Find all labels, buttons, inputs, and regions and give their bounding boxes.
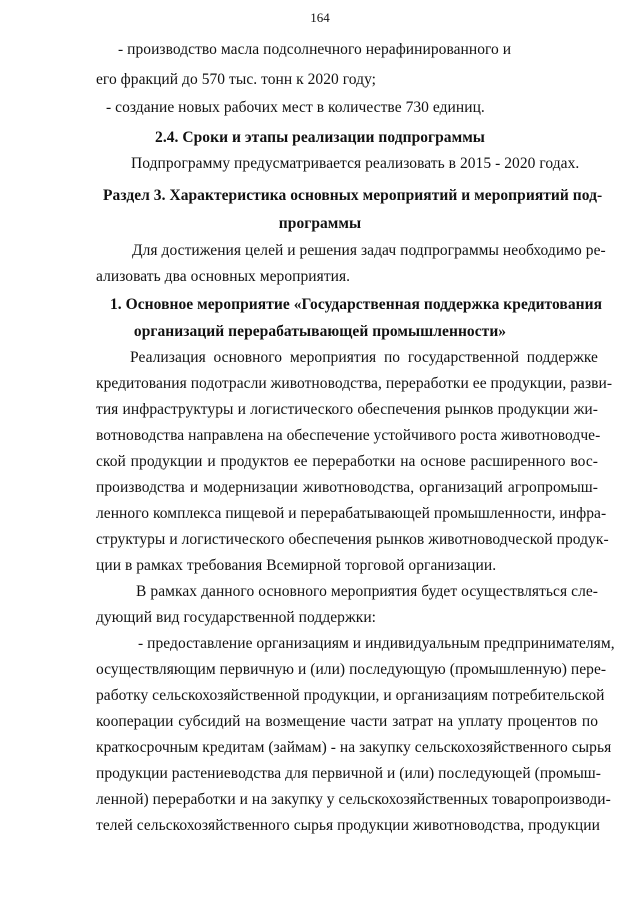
section-heading: 2.4. Сроки и этапы реализации подпрограммы — [155, 129, 485, 146]
text-line: - производство масла подсолнечного нерафинированного и — [118, 41, 512, 58]
section-heading: программы — [278, 215, 362, 232]
text-line: - предоставление организациям и индивидуальным предпринимателям, — [138, 635, 615, 652]
text-line: структуры и логистического обеспечения рынков животноводческой продук- — [96, 531, 609, 548]
text-line: осуществляющим первичную и (или) последующую (промышленную) пере- — [96, 661, 607, 678]
text-line: производства и модернизации животноводства, организаций агропромыш- — [96, 479, 598, 496]
text-line: ализовать два основных мероприятия. — [96, 268, 351, 285]
text-line: Для достижения целей и решения задач подпрограммы необходимо ре- — [132, 242, 606, 259]
text-line: его фракций до 570 тыс. тонн к 2020 году; — [96, 71, 377, 88]
text-line: кредитования подотрасли животноводства, переработки ее продукции, разви- — [96, 375, 613, 392]
text-line: ленного комплекса пищевой и перерабатывающей промышленности, инфра- — [96, 505, 607, 522]
text-line: вотноводства направлена на обеспечение устойчивого роста животноводче- — [96, 427, 601, 444]
text-line: кооперации субсидий на возмещение части затрат на уплату процентов по — [96, 713, 598, 730]
text-line: продукции растениеводства для первичной и (или) последующей (промыш- — [96, 765, 601, 782]
text-line: дующий вид государственной поддержки: — [96, 609, 377, 626]
text-line: краткосрочным кредитам (займам) - на закупку сельскохозяйственного сырья — [96, 739, 612, 756]
text-line: телей сельскохозяйственного сырья продукции животноводства, продукции — [96, 817, 600, 834]
page-number: 164 — [310, 10, 330, 25]
section-heading: 1. Основное мероприятие «Государственная поддержка кредитования — [110, 296, 603, 313]
section-heading: Раздел 3. Характеристика основных мероприятий и мероприятий под- — [103, 187, 603, 204]
text-line: ции в рамках требования Всемирной торговой организации. — [96, 557, 497, 574]
section-heading: организаций перерабатывающей промышленности» — [133, 323, 507, 340]
text-line: - создание новых рабочих мест в количестве 730 единиц. — [106, 99, 485, 116]
text-line: В рамках данного основного мероприятия будет осуществляться сле- — [136, 583, 598, 600]
text-line: ской продукции и продуктов ее переработки на основе расширенного вос- — [96, 453, 598, 470]
text-line: Реализация основного мероприятия по государственной поддержке — [130, 349, 598, 366]
text-line: Подпрограмму предусматривается реализовать в 2015 - 2020 годах. — [131, 155, 580, 172]
text-line: тия инфраструктуры и логистического обеспечения рынков продукции жи- — [96, 401, 598, 418]
text-line: работку сельскохозяйственной продукции, и организациям потребительской — [96, 687, 605, 704]
text-line: ленной) переработки и на закупку у сельскохозяйственных товаропроизводи- — [96, 791, 611, 808]
